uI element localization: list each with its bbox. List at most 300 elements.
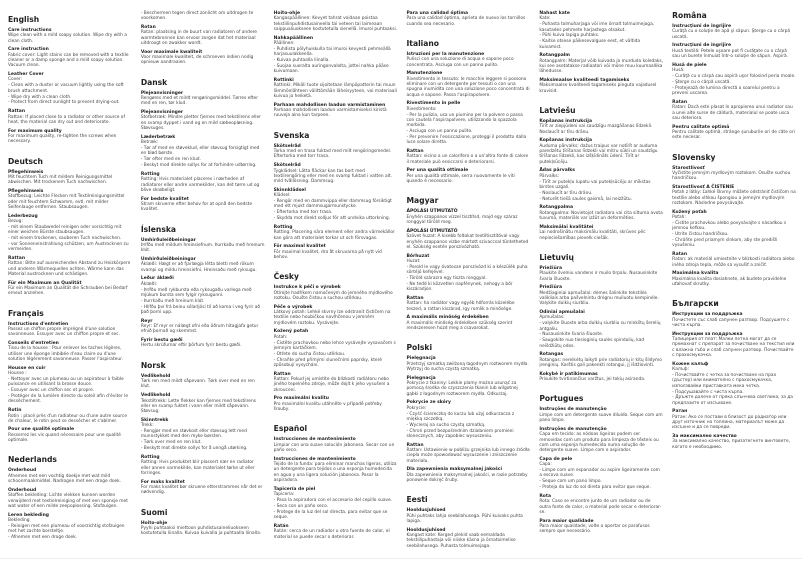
instruction-text: Limpiar con una suave solución jabonosa. Secar con un paño seco.	[273, 442, 395, 454]
instruction-heading: Ratán	[273, 523, 289, 529]
instruction-text: Prisukite tvirtinančius varžtus, jei tokių asiranda.	[539, 377, 646, 383]
instruction-block	[672, 210, 796, 249]
instruction-text: - Per la pulizia, usa un piumino per la polvere o passa con cautela l'aspirapolvere, utilizzando la spazzola morbida.	[406, 112, 523, 129]
instruction-heading: Capa de pele	[539, 456, 573, 462]
instruction-block	[141, 455, 265, 476]
instruction-heading: Nahkapäällinen	[273, 35, 314, 41]
instruction-text: Rengøres med et mildt rengøringsmiddel. Tørres efter med en ren, tør klud.	[140, 96, 258, 107]
instruction-heading: Instrucciones de mantenimiento	[273, 437, 356, 443]
instruction-text: Ратан: Ако се постави в близост до радиатор или друг източник на топлина, материалът може да изсъхне и да се повреди.	[672, 414, 787, 431]
instruction-heading: Pielęgnacja	[406, 356, 436, 362]
instruction-block	[141, 393, 265, 414]
instruction-text: - Essuyer avec un chiffon sec et propre.	[8, 388, 95, 394]
instruction-block	[539, 53, 663, 74]
instruction-text: - Chraňte před přímými slunečními paprsky, které způsobují vysychání.	[273, 357, 382, 369]
instruction-text: Tekstiltrekk: Lette flekker kan fjernes med tekstilrens eller en svamp fuktet i vann eller mildt såpevann. Støvsug.	[140, 398, 256, 415]
instruction-heading: Rotangpalma	[539, 205, 574, 211]
instruction-text: - Protege de la luz del sol directa, para evitar que se seque.	[273, 509, 388, 521]
instruction-block	[539, 310, 663, 349]
instruction-text: Rotangpalma: Novietojot radiatora vai cita siltuma avota tuvumā, materiāls var izžūt un deformēties.	[539, 210, 663, 222]
instruction-text: For maks kvalitet bør skruene etterstrammes når det er nødvendig.	[140, 484, 263, 496]
instruction-text: För maximal kvalitet, dra åt skruvarna på nytt vid behov.	[273, 249, 382, 260]
instruction-text: Rotting: Placering nära element eller andra värmekällor kan göra att materialet torkar ut och försvagas.	[273, 230, 395, 241]
language-title: Eesti	[406, 495, 428, 505]
instruction-heading: Rotin	[8, 408, 22, 414]
instruction-block	[406, 315, 530, 331]
instruction-heading: Rattan	[273, 371, 291, 377]
instruction-text: Rattan: ha radiátor vagy egyéb hőforrás közelébe teszed, a rattan kiszárad, így romlik a minősége.	[406, 301, 515, 312]
instruction-text: Stoffen bekleding: Lichte vlekken kunnen worden verwijderd met textielreiniging of met een sponsje met wat water of een milde zeepoplossing. Stofzuigen.	[8, 493, 128, 509]
instruction-text: Für ein Maximum an Qualität die Schrauben bei Bedarf erneut anziehen.	[8, 286, 128, 297]
instruction-text: - Tīrīt ar putekļu lupatu vai putekļsūcēju ar mīkstas birstes uzgali.	[539, 179, 651, 191]
instruction-text: Capa em tecido: as nódoas ligeiras podem ser removidas com um produto para limpeza de têxteis ou com uma esponja humedecida numa solução de detergente suave. Limpe com o aspirador.	[539, 432, 659, 454]
instruction-text: - Utrite čistou handričkou.	[672, 232, 729, 238]
instruction-text: Resserrez les vis quand nécessaire pour une qualité optimale.	[8, 432, 121, 444]
instruction-heading: Læderbetræk	[140, 134, 176, 140]
instruction-heading: Starostlivosť	[672, 165, 705, 171]
instruction-heading: Conseils d'entretien	[8, 341, 59, 347]
instruction-block	[672, 312, 796, 328]
instruction-heading: Para maior qualidade	[539, 518, 594, 524]
instruction-heading: Instructions d'entretien	[8, 321, 69, 327]
instruction-block	[274, 144, 398, 160]
instruction-heading: Kožený poťah	[672, 209, 707, 215]
instruction-text: Почистете със слаб сапунен разтвор. Подсушете с чиста кърпа.	[672, 317, 790, 329]
instruction-text: - Curăţă cu o cârpă sau aspiră uşor folosind peria moale.	[672, 74, 796, 80]
instruction-text: - Kaitse otsese päikesevalguse eest, et vältida kuivamist.	[539, 39, 640, 50]
instruction-text: Тапицерия от плат: Малки петна могат да се премахнат с препарат за почистване на текстил или с влажна гъба и слаб сапунен разтвор. Почиствайте с прахосмукачка.	[672, 337, 795, 359]
instruction-block	[8, 170, 132, 186]
instruction-text: Rattan: vicino a un calorifero o a un'altra fonte di calore il materiale può essiccarsi e deteriorarsi.	[406, 154, 529, 165]
instruction-block	[274, 329, 398, 368]
instruction-heading: Tapicería de piel	[273, 486, 316, 492]
instruction-text: Tørk ren med mildt såpevann. Tørk over med en ren klut.	[140, 379, 255, 390]
instruction-block	[672, 434, 796, 450]
instruction-text: - Nettoyer avec un plumeau ou un aspirateur à faible puissance en utilisant la brosse douce.	[8, 377, 124, 388]
instruction-block	[406, 71, 530, 98]
language-section	[274, 131, 398, 261]
language-section	[672, 299, 796, 450]
instruction-text: Limpe com um detergente suave diluído. Seque com um pano limpo.	[539, 412, 663, 424]
instruction-heading: Pielęgnacja	[406, 375, 436, 381]
instruction-text: Apmušalas:	[539, 315, 565, 321]
instruction-heading: Rattan	[8, 255, 26, 261]
instruction-block	[672, 362, 796, 406]
instruction-heading: Instruções de manutenção	[539, 407, 607, 413]
instruction-text: - Puhdista pölyhuiskulla tai imuroi kevyesti pehmeällä harjasuulakkeella.	[273, 46, 391, 58]
instruction-text: Voor maximale kwaliteit, de schroeven indien nodig opnieuw aandraaien.	[140, 55, 254, 66]
language-title: Česky	[273, 272, 299, 282]
instruction-block	[672, 125, 796, 141]
instruction-heading: Voor maximale kwaliteit	[140, 49, 203, 55]
language-section	[539, 253, 663, 383]
language-section	[274, 272, 398, 412]
instruction-heading: Kokybė ir patikimumas	[539, 371, 598, 377]
instruction-text: Husă:	[672, 68, 685, 74]
instruction-text: - Seque com um pano limpo.	[539, 479, 602, 485]
instruction-heading: Istruzioni per la manutenzione	[406, 52, 485, 57]
instruction-block	[539, 352, 663, 368]
instruction-text: Rotangpalm: Materjal võib kuivada ja murduda koledaks, kui see asetatakse radiaatori või mõne muu kuumaallika lähedusse.	[539, 58, 664, 75]
instruction-text: Pārvalks:	[539, 173, 560, 179]
instruction-text: A maximális minőség érdekében szükség szerint rendszeresen húzd meg a csavarokat.	[406, 320, 513, 331]
instruction-text: Pro maximální kvalitu utáhněte v případě potřeby šrouby.	[273, 401, 382, 413]
instruction-heading: For bedste kvalitet	[140, 196, 189, 202]
instruction-block	[672, 252, 796, 268]
language-title: Íslenska	[140, 224, 177, 234]
instruction-heading: Care instruction	[8, 47, 49, 53]
instruction-text: - Tør af med en støveklud, eller støvsug forsigtigt med en blød børste.	[140, 146, 260, 157]
instruction-text: - Čistěte prachovkou nebo lehce vysávejte vysavačem s jemným kartáčkem.	[273, 340, 396, 351]
instruction-text: - Puhasta tolmuharjaga või ime õrnalt tolmuimejaga, kasutades pehmete harjastega otsakut.	[539, 22, 655, 33]
instruction-heading: Dla zapewnienia maksymalnej jakości	[406, 467, 502, 473]
instruction-block	[406, 376, 530, 397]
instruction-text: Trekk:	[140, 423, 154, 429]
instruction-block	[539, 119, 663, 135]
instruction-heading: Rotting	[140, 171, 160, 177]
instruction-block	[274, 285, 398, 301]
language-title: Norsk	[140, 360, 166, 370]
instruction-text: - Reinigen met een plumeau of voorzichtig stofzuigen met het zachte borsteltje.	[8, 523, 125, 535]
instruction-block	[8, 408, 132, 424]
instruction-text: - Porold le vagy óvatosan porszívózd ki a készülék puha sörtéjű kefejével.	[406, 264, 528, 276]
instruction-text: Pyyhi puhtaaksi miettoon puhdistusaineliuokseen kostutetulla liinalla. Kuivaa kuivalla ja puhtaalla liinalla.	[140, 525, 262, 537]
instruction-text: Ratán: cerca de un radiador u otra fuente de calor, el material se puede secar o deteriorar.	[273, 529, 390, 540]
instruction-text: Rattan: If placed close to a radiator or other source of heat, the material can dry out and deteriorate.	[8, 114, 125, 125]
instruction-text: Rotin : placé près d'un radiateur ou d'une autre source de chaleur, le rotin peut se dessécher et s'abîmer.	[8, 413, 127, 424]
instruction-block	[539, 427, 663, 454]
instruction-heading: Nahast kate	[539, 11, 570, 16]
instruction-heading: Umhirðuleiðbeiningar	[140, 256, 196, 262]
instruction-block	[406, 443, 530, 464]
instruction-block	[8, 256, 132, 277]
instruction-text: - Protejează de lumina directă a soarelui pentru a preveni uscarea.	[672, 85, 780, 97]
instruction-block	[141, 50, 265, 66]
instruction-text: Betræk:	[140, 140, 159, 146]
instruction-text: Plaukite švelniu vandens ir muilo tirpalu. Nusausinkite švaria šluoste.	[539, 271, 658, 282]
instruction-block	[141, 374, 265, 390]
language-title: Български	[672, 299, 719, 309]
instruction-text: Maksimaalse kvaliteedi tagamiseks pinguta vajadusel kruvisid.	[539, 83, 657, 94]
instruction-text: Rotting: Hvis materialet placeres i nærheden af radiatorer eller andre varmekilder, kan det tørre ud og blive skrøbeligt.	[140, 177, 260, 193]
instruction-text: Pentru calitate optimă, strânge şuruburile ori de câte ori este necesar.	[672, 129, 795, 141]
instruction-block	[406, 52, 530, 68]
language-title: Español	[273, 424, 308, 434]
instruction-text: Otírejte hadříkem namočeným do jemného mýdlového roztoku. Osušte čistou a suchou utěrkou.	[273, 290, 393, 301]
language-title: Deutsch	[8, 156, 43, 166]
language-title: Italiano	[406, 39, 440, 48]
instruction-text: - Þrífðu með rykbursta eða ryksugaðu varlega með mjúkum bursta sem fylgir ryksugunni.	[140, 287, 252, 298]
instruction-heading: Für ein Maximum an Qualität	[8, 280, 82, 286]
instruction-heading: Hoito-ohje	[273, 11, 301, 16]
instruction-block	[8, 427, 132, 443]
instruction-text: - Beskyt mod direkte sollys for at forhindre udtørring.	[140, 163, 257, 169]
instruction-text: Rattan: Ustawienie w pobliżu grzejnika lub innego źródła ciepła może spowodować wysuszenie i zniszczenie materiału.	[406, 448, 530, 464]
instruction-heading: Skinntrekk	[140, 417, 169, 423]
instruction-block	[8, 366, 132, 405]
language-section	[539, 106, 663, 241]
instruction-heading: Onderhoud	[8, 487, 37, 493]
instruction-text: - Подсушавайте с чиста кърпа.	[672, 389, 744, 395]
instruction-heading: Rotting	[140, 454, 160, 460]
instruction-text: Kate:	[539, 16, 551, 22]
instruction-block	[539, 11, 663, 50]
instruction-heading: Ратан	[672, 409, 688, 415]
language-title: Slovensky	[672, 152, 716, 162]
instruction-heading: Rotting	[273, 224, 293, 230]
instruction-text: Per una qualità ottimale, serra nuovamente le viti quando è necessario.	[406, 173, 515, 185]
instruction-heading: Pour une qualité optimale	[8, 427, 75, 433]
instruction-block	[141, 418, 265, 452]
instruction-heading: Pokrycie ze skóry	[406, 400, 451, 406]
instruction-block	[141, 338, 265, 349]
instruction-heading: Fyrir bestu gæði	[140, 338, 183, 344]
instruction-block	[539, 285, 663, 306]
instruction-text: - Rengör med en dammvippa eller dammsug försiktigt med ett mjukt dammsugarmunstycke.	[273, 199, 392, 210]
language-section	[141, 78, 265, 213]
instruction-block	[8, 281, 132, 297]
instruction-block	[141, 25, 265, 46]
instruction-text: Parhaan mahdollisen laadun varmistamiseksi kiristä ruuveja aina kun tarpeen.	[273, 108, 387, 119]
instruction-heading: Bőrhuzat	[406, 253, 430, 259]
instruction-text: Ratan: Dacă este plasat în apropierea unui radiator sau a unei alte surse de căldură, materialul se poate usca sau deteriora.	[672, 105, 793, 121]
instruction-text: Tīrīt ar ziepjūdeni vai saudzīgu mazgāšanas līdzekli. Noslaucīt ar tīru drānu.	[539, 124, 653, 135]
instruction-text: Tygklädsel: Lätta fläckar kan tas bort med textilrengöring eller med en svamp fuktad i vatten alt. mild tvållösning. Dammsug.	[273, 168, 392, 185]
instruction-block	[672, 24, 796, 40]
instruction-block	[406, 356, 530, 372]
instruction-text: Cover:	[8, 77, 23, 83]
instruction-text: Rotting: Hvis produktet blir plassert nær en radiator eller annen varmekilde, kan materialet tørke ut eller forringes.	[140, 460, 255, 476]
instruction-heading: Hoito-ohje	[140, 520, 168, 526]
instruction-text: Mit feuchtem Tuch mit mildem Reinigungsmittel abwischen. Mit trockenem Tuch nachwischen.	[8, 174, 113, 186]
instruction-text: Pühi puhtaks lahja seebilahusega. Pühi kuivaks puhta lapiga.	[406, 513, 523, 525]
instruction-heading: Instrucţiuni de îngrijire	[672, 24, 732, 29]
instruction-block	[406, 528, 530, 549]
instruction-block	[8, 488, 132, 509]
instruction-text: - Beskytt mot direkte sollys for å unngå utørking.	[140, 446, 248, 452]
instruction-block	[8, 468, 132, 484]
instruction-text: - valykite šluoste arba dulkių siurbliu su minkštų šerelių antgaliu.	[539, 321, 661, 332]
instruction-block	[539, 225, 663, 241]
instruction-heading: Maksimaalse kvaliteedi tagamiseks	[539, 78, 630, 84]
instruction-text: - Skydda mot direkt solljus för att undvika uttorkning.	[273, 216, 390, 222]
language-title: Latviešu	[539, 106, 576, 116]
instruction-text: Auduma pārvalks: dažus traipus var notīrīt ar auduma paredzētu tīrīšanas līdzekli vai mitru sūkli un saudzīgu tīrīšanas līdzekli, kas izšķīdināts ūdenī. Tīrīt ar putekļsūcēju.	[539, 143, 658, 165]
instruction-heading: Instrucciones de mantenimiento	[273, 456, 356, 462]
instruction-heading: Ādas pārvalks	[539, 168, 575, 174]
instruction-text: - Wipe dry with a clean cloth.	[8, 94, 72, 100]
instruction-heading: Rotangas	[539, 352, 564, 358]
instruction-text: - Tørk over med en ren klut.	[140, 440, 202, 446]
language-title: Portugues	[539, 394, 584, 404]
instruction-text: Maximálna kvalita dosiahnete, ak budete pravidelne uťahovať skrutky.	[672, 276, 787, 288]
instruction-heading: Инструкции за поддръжка	[672, 312, 743, 318]
instruction-text: Poťah z látky: Ľahké škvrny môžete odstrániť čističom na textílie alebo vlhkou špongiou a jemným mydlovým roztokom. Následne povysávajte.	[672, 190, 796, 206]
instruction-block	[274, 244, 398, 260]
instruction-text: Curăţă cu o soluţie de apă şi săpun. Şterge cu o cârpă uscată.	[672, 29, 791, 40]
instruction-heading: Onderhoud	[8, 468, 37, 474]
instruction-text: Áklæði: Hægt er að fjarlægja létta bletti með rökum svampi og mildu hreinsiefni. Hreinsaðu með ryksugu.	[140, 262, 257, 273]
instruction-text: Rivestimento:	[406, 106, 437, 112]
language-title: English	[8, 15, 40, 24]
instruction-block	[672, 271, 796, 287]
instruction-heading: Rivestimento in pelle	[406, 101, 461, 107]
instruction-text: Afnemen met een vochtig doekje met wat mild schoonmaakmiddel. Nadrogen met een droge doek.	[8, 473, 122, 485]
instruction-text: - Tør efter med en ren klud.	[140, 157, 201, 163]
instruction-text: - Limpe com um espanador ou aspire ligeiramente com a escova suave.	[539, 468, 660, 479]
instruction-text: Tapicería:	[273, 492, 295, 498]
instruction-text: - Почиствайте с четка за почистване на прах (дъстер) или внимателно с прахосмукачка, използвайки приставката мека четка.	[672, 373, 777, 389]
instruction-block	[406, 229, 530, 250]
instruction-text: Päällinen:	[273, 41, 295, 47]
footer-divider	[0, 558, 802, 559]
instruction-heading: Rattan	[406, 295, 424, 301]
instruction-text: Reyr: Ef reyr er nálægt ofni eða öðrum hitagjafa getur efnið þornað og skemmst.	[140, 324, 259, 335]
instruction-block	[274, 188, 398, 222]
instruction-block	[406, 209, 530, 225]
instruction-text: - Neturēt tiešā saules gaismā, lai neizžūtu.	[539, 196, 633, 202]
instruction-heading: Odiniai apmušalai	[539, 309, 585, 315]
language-title: Suomi	[140, 507, 168, 517]
instruction-block	[406, 296, 530, 312]
instruction-heading: Pro maximální kvalitu	[273, 396, 329, 402]
instruction-block	[539, 138, 663, 165]
instruction-text: - Otřete do sucha čistou utěrkou.	[273, 351, 346, 357]
instruction-text: Huzat:	[406, 258, 421, 264]
instruction-text: Rotan: plaatsing in de buurt van radiatoren of andere warmtebronnen kan ervoor zorgen dat het materiaal uitdroogt en zwakker wordt.	[140, 30, 257, 46]
instruction-text: - Hlífðu því frá beinu sólarljósi til að koma í veg fyrir að það þorni upp.	[140, 304, 261, 315]
instruction-text: - Asciuga con un panno pulito.	[406, 129, 473, 135]
instruction-block	[8, 322, 132, 338]
instruction-heading: Skinnklädsel	[273, 187, 306, 193]
instruction-block	[539, 168, 663, 202]
instruction-heading: Manutenzione	[406, 71, 443, 77]
instruction-block	[406, 508, 530, 524]
instruction-text: Szövet huzat: A kisebb foltokat textiltisztítóval vagy enyhén szappanos vízbe mártott szivaccsal tüntetheted el. Szükség esetén porszívózható.	[406, 234, 529, 250]
instruction-block	[8, 109, 132, 125]
language-section	[539, 394, 663, 534]
instruction-heading: Per una qualità ottimale	[406, 168, 469, 174]
instruction-heading: Care instructions	[8, 28, 52, 33]
instruction-block	[672, 332, 796, 359]
instruction-block	[274, 11, 398, 32]
instruction-heading: Ratan	[672, 251, 688, 257]
instruction-heading: Pentru calitate optimă	[672, 124, 730, 130]
instruction-block	[672, 166, 796, 182]
instruction-block	[274, 396, 398, 412]
instruction-text: - Pasa la aspiradora con el accesorio del cepillo suave.	[273, 498, 393, 504]
language-section	[672, 11, 796, 141]
instruction-text: Rotangas: nereikėtų laikyti prie radiatorių ir kitų šildymo įrenginių. Karštis gali pakenkti rotangui, jį išdžiovinti.	[539, 357, 662, 369]
instruction-text: Stoffbezug: Leichte Flecken mit Textilreinigungsmittel oder mit feuchtem Schwamm, evtl. mit milder Seifenlauge entfernen. Staubsaugen.	[8, 194, 125, 210]
instruction-text: - Şterge cu o cârpă uscată.	[672, 79, 731, 85]
instruction-block	[539, 372, 663, 383]
instruction-text: Stofbetræk: Mindre pletter fjernes med tekstilrens eller en svamp dyppet i vand og en mild sæbeopløsning. Støvsuges.	[140, 115, 261, 132]
instruction-heading: Rattan	[406, 442, 424, 448]
instruction-heading: A maximális minőség érdekében	[406, 315, 489, 321]
instruction-heading: Hooldusjuhised	[406, 527, 446, 533]
instruction-block	[406, 467, 530, 483]
instruction-text: Capa:	[539, 462, 552, 468]
instruction-heading: For maximum quality	[8, 128, 62, 134]
instruction-text: Torka med en trasa fuktad med milt rengöringsmedel. Eftertorka med torr trasa.	[273, 149, 392, 160]
instruction-text: Kangast kate: Kerged plekid saab eemaldada tekstiilipuhastaja või niiske käsna ja õrnatoimelise seebilahusega. Puhasta tolmuimejaga.	[406, 533, 516, 549]
language-section	[672, 153, 796, 288]
instruction-text: - Suojaa suoralta auringonvalolta, jottei nahka pääse kuivumaan.	[273, 64, 389, 75]
instruction-text: За максимално качество, призатегнете винтовете, когато е необходимо.	[672, 439, 790, 450]
instruction-heading: Starostlivosť A ČISTENIE	[672, 184, 735, 190]
instruction-text: Enyhén szappanos vízzel tisztítsd, majd egy száraz ronggyal töröld meg.	[406, 214, 518, 226]
instruction-text: Dla zapewnienia maksymalnej jakości, w razie potrzeby ponownie dokręć śruby.	[406, 472, 528, 484]
instruction-heading: Ratan	[672, 99, 688, 105]
instruction-block	[8, 28, 132, 44]
instruction-heading: Priežiūra	[539, 285, 563, 291]
instruction-block	[141, 257, 265, 273]
instruction-heading: Инструкции за поддръжка	[672, 331, 743, 337]
instruction-heading: Leren bekleding	[8, 512, 50, 518]
instruction-text: Þrífðu með mildum hreinsiefnum. Þurrkaðu með hreinum klút.	[140, 242, 265, 254]
instruction-heading: Pflegehinweis	[8, 169, 44, 175]
instruction-text: Passez un chiffon propre imprégné d'une solution savonneuse. Essuyer avec un chiffon propre et sec.	[8, 327, 120, 338]
instruction-text: Poťah:	[672, 215, 686, 221]
instruction-text: Medžiaginiai apmušalai: dėmes šalinkite tekstilės valikliais arba pašvelnintu drėgnu muiluotu kempinėle. Valykite dulkių siurbliu.	[539, 290, 659, 307]
instruction-block	[539, 519, 663, 535]
instruction-block	[8, 47, 132, 68]
instruction-block	[406, 400, 530, 439]
instruction-block	[672, 63, 796, 97]
instruction-text: - Þurrkaðu með hreinum klút.	[140, 298, 205, 304]
instruction-block	[672, 185, 796, 206]
instruction-block	[274, 372, 398, 393]
instruction-text: - Rengjør med en støvkost eller støvsug lett med munnstykket med den myke børsten.	[140, 429, 247, 440]
instruction-text: Wipe clean with a mild soapy solution. Wipe dry with a clean cloth.	[8, 33, 127, 44]
language-section	[141, 361, 265, 496]
instruction-heading: Plejeanvisninger	[140, 90, 184, 96]
instruction-block	[8, 341, 132, 362]
instruction-block	[141, 91, 265, 107]
instruction-block	[539, 457, 663, 491]
instruction-heading: Kožený potah	[273, 329, 309, 335]
instruction-block	[8, 72, 132, 106]
instruction-text: Látkový potah: Lehké skvrny lze odstranit čističem na textilie nebo houbičkou navlhčenou v jemném mýdlovém roztoku. Vysávejte.	[273, 310, 391, 326]
instruction-heading: Plejeanvisninger	[140, 110, 184, 116]
instruction-heading: Kopšanas instrukcija	[539, 119, 593, 125]
instruction-block	[274, 437, 398, 453]
instruction-heading: Hooldusjuhised	[406, 508, 446, 514]
language-section	[141, 225, 265, 349]
instruction-block	[8, 189, 132, 210]
instruction-text: Rivestimento in tessuto: le macchie leggere si possono eliminare con un detergente per tessuti o con una spugna inumidita con una soluzione poco concentrata di acqua e sapone. Passa l'aspirapolvere.	[406, 76, 530, 98]
instruction-text: Para maior qualidade, volte a apertar os parafusos sempre que necessário.	[539, 523, 650, 535]
instruction-text: Przetrzyj szmatką zwilżoną łagodnym roztworem mydła. Wytrzyj do sucha czystą szmatką.	[406, 361, 529, 372]
instruction-block	[406, 11, 530, 27]
instruction-text: Rattan: Pokud jej umístíte do blízkosti radiátoru nebo jiného tepelného zdroje, může dojít k jeho vysušení a zkroucení.	[273, 377, 390, 393]
instruction-block	[539, 407, 663, 423]
instruction-block	[141, 135, 265, 169]
care-instructions-document	[8, 11, 796, 551]
instruction-block	[406, 101, 530, 145]
instruction-heading: Housse en cuir	[8, 365, 46, 371]
instruction-text: - Protect from direct sunlight to prevent drying-out.	[8, 100, 120, 106]
instruction-heading: Vedlikehold	[140, 373, 171, 379]
instruction-text: - Дръжте далече от пряка слънчева светлина, за да предпазите от изсъхване.	[672, 395, 793, 406]
instruction-block	[539, 266, 663, 282]
instruction-text: - Nusausinkite švaria šluoste.	[539, 332, 604, 338]
instruction-heading: Vedlikehold	[140, 393, 171, 399]
language-section	[8, 309, 132, 444]
instruction-text: - Afnemen met een droge doek.	[8, 535, 78, 541]
language-title: Dansk	[140, 77, 168, 87]
